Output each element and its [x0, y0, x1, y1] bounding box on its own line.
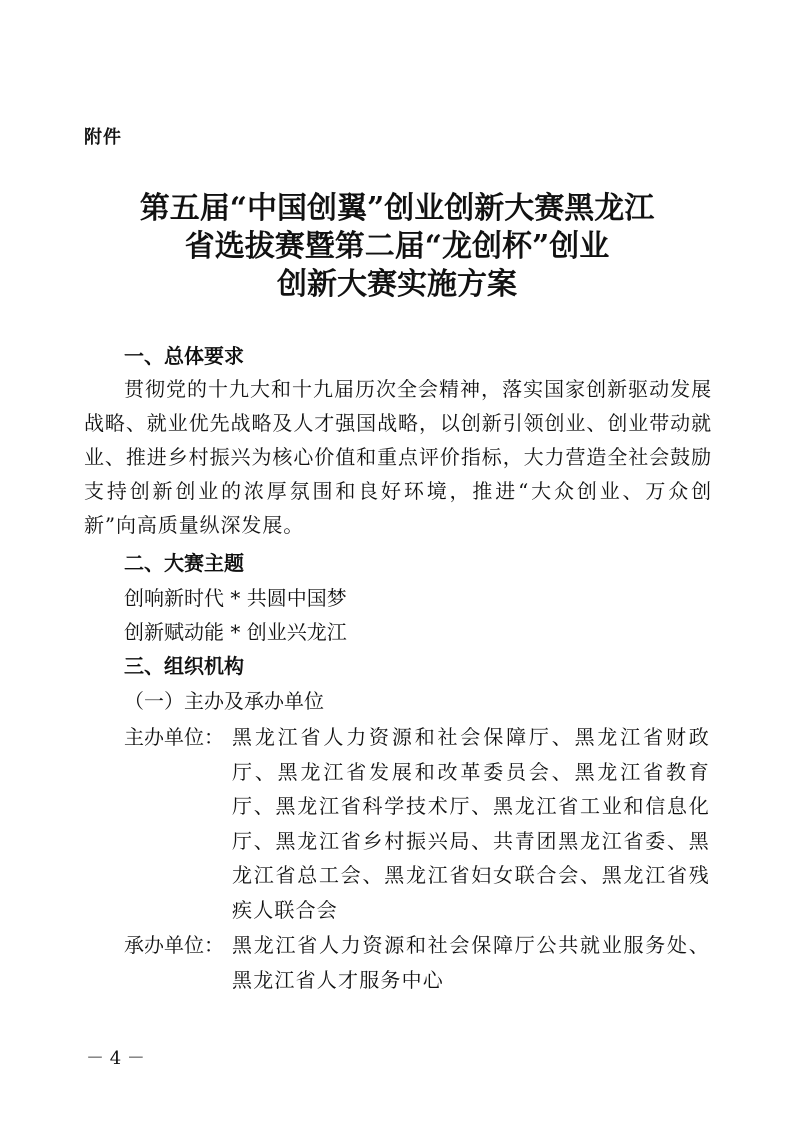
organizer-label: 承办单位： [124, 933, 224, 957]
theme-line-2: 创新赋动能 * 创业兴龙江 [124, 620, 347, 644]
section-1-heading: 一、总体要求 [124, 344, 244, 368]
host-label: 主办单位： [124, 725, 224, 749]
section-1-body: 贯彻党的十九大和十九届历次全会精神，落实国家创新驱动发展战略、就业优先战略及人才强国战略，以创新引领创业、创业带动就业、推进乡村振兴为核心价值和重点评价指标，大力营造全社会鼓励支持创新创业的浓厚氛围和良好环境，推进“大众创业、万众创新”向高质量纵深发展。 [84, 377, 712, 537]
host-organizations: 黑龙江省人力资源和社会保障厅、黑龙江省财政厅、黑龙江省发展和改革委员会、黑龙江省教育厅、黑龙江省科学技术厅、黑龙江省工业和信息化厅、黑龙江省乡村振兴局、共青团黑龙江省委、黑龙江省总工会、黑龙江省妇女联合会、黑龙江省残疾人联合会 [232, 725, 710, 922]
section-2-heading: 二、大赛主题 [124, 551, 244, 575]
document-title-line-1: 第五届“中国创翼”创业创新大赛黑龙江 [139, 191, 655, 226]
theme-line-1: 创响新时代 * 共圆中国梦 [124, 586, 347, 610]
page-number: － 4 － [86, 1048, 145, 1069]
attachment-label: 附件 [84, 127, 122, 148]
subsection-heading: （一）主办及承办单位 [124, 689, 324, 713]
document-title-line-2: 省选拔赛暨第二届“龙创杯”创业 [184, 229, 610, 264]
section-3-heading: 三、组织机构 [124, 654, 244, 678]
organizer-organizations: 黑龙江省人力资源和社会保障厅公共就业服务处、黑龙江省人才服务中心 [232, 933, 710, 992]
document-title-line-3: 创新大赛实施方案 [277, 267, 517, 302]
